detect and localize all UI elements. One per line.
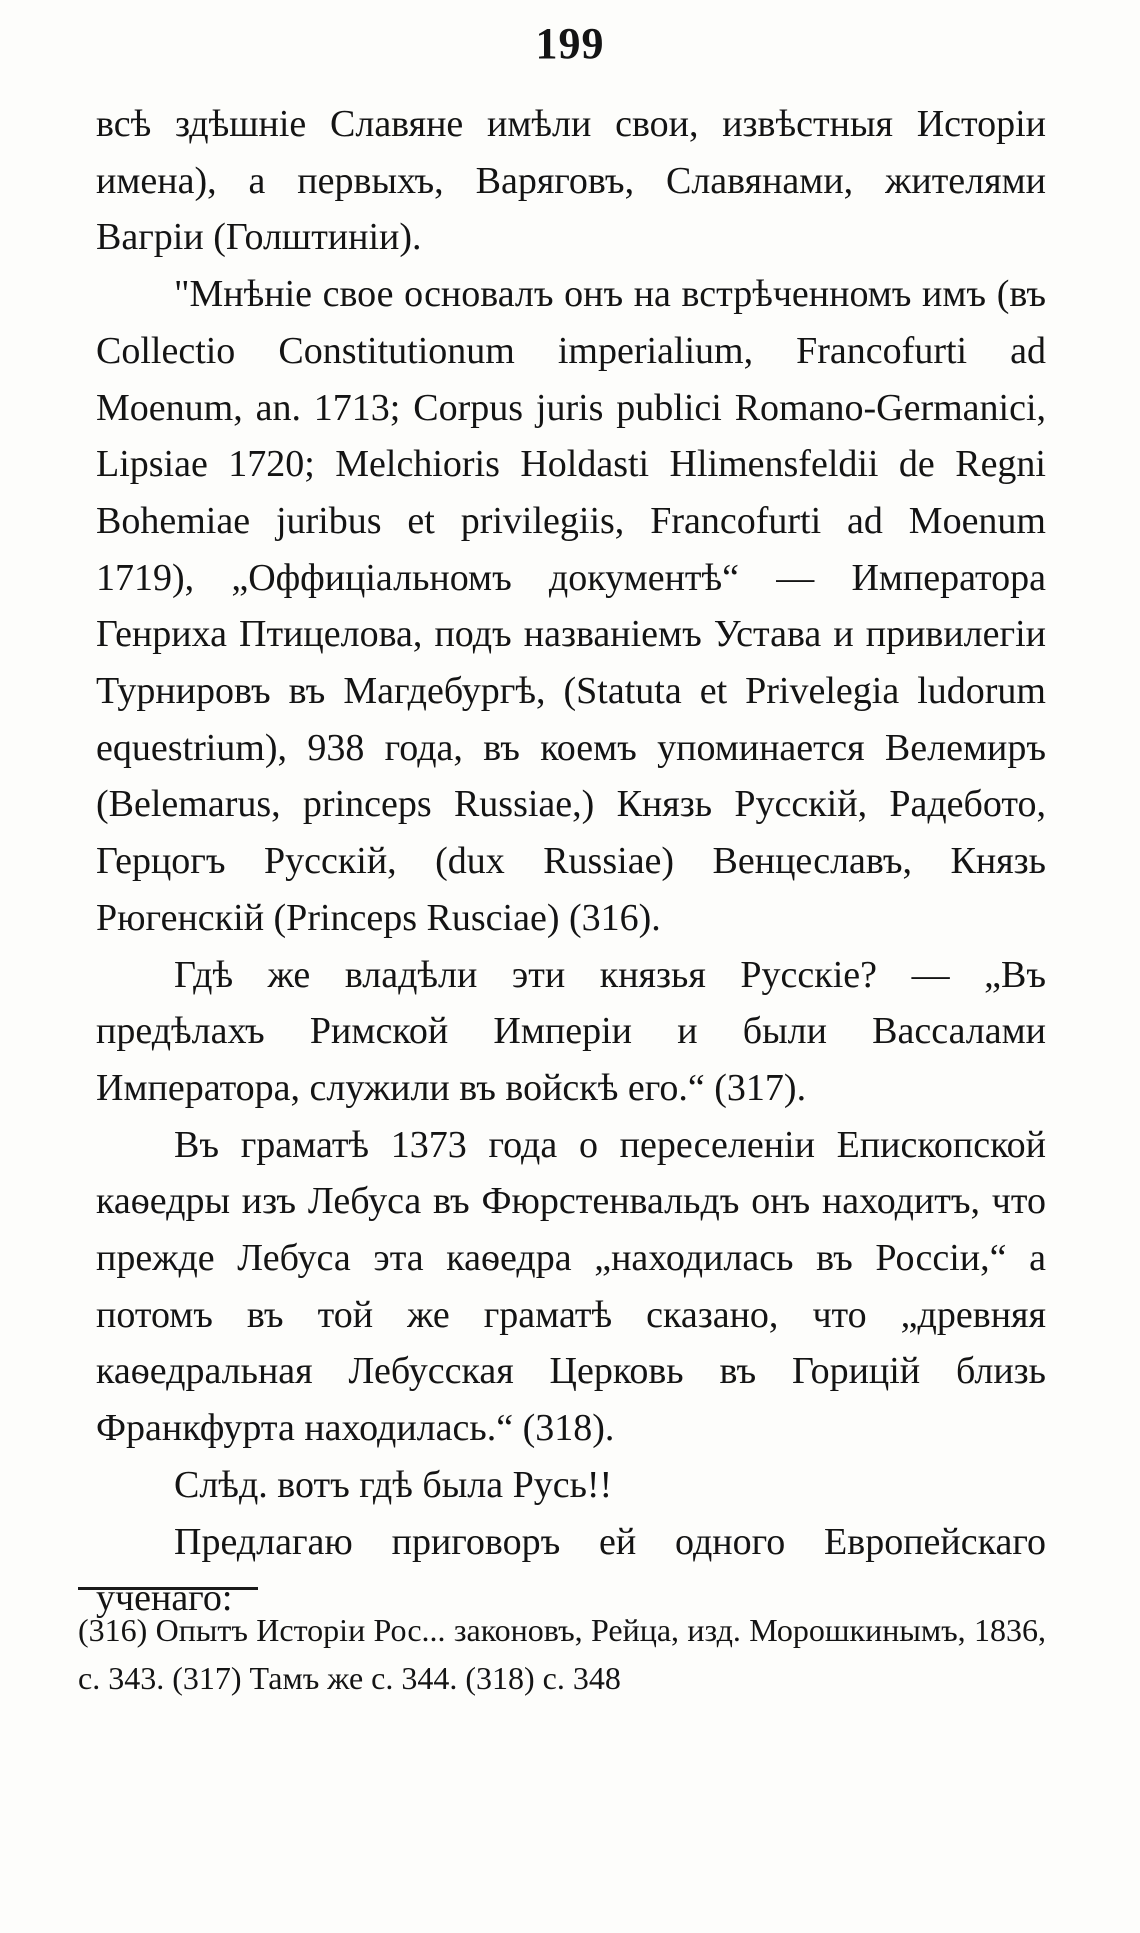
page-number: 199 (535, 19, 605, 68)
footnote-text: (316) Опытъ Исторіи Рос... законовъ, Рейца, изд. Морошкинымъ, 1836, с. 343. (317) Тамъ же с. 344. (318) с. 348 (78, 1612, 1046, 1696)
paragraph: Въ граматѣ 1373 года о переселеніи Епископской каѳедры изъ Лебуса въ Фюрстенвальдъ онъ находитъ, что прежде Лебуса эта каѳедра „находилась въ Россіи,“ а потомъ въ той же граматѣ сказано, что „древняя каѳедральная Лебусская Церковь въ Горицій близь Франкфурта находилась.“ (318). (96, 1123, 1046, 1450)
paragraph: всѣ здѣшніе Славяне имѣли свои, извѣстныя Исторіи имена), а первыхъ, Варяговъ, Славянами, жителями Вагріи (Голштиніи). (96, 103, 1046, 259)
main-text (96, 96, 1046, 1627)
paragraph: Слѣд. вотъ гдѣ была Русь!! (174, 1463, 613, 1506)
paragraph: Гдѣ же владѣли эти князья Русскіе? — „Въ предѣлахъ Римской Имперіи и были Вассалами Императора, служили въ войскѣ его.“ (317). (96, 953, 1046, 1109)
footnotes (78, 1606, 1046, 1702)
paragraph: "Мнѣніе свое основалъ онъ на встрѣченномъ имъ (въ Collectio Constitutionum imperialium, Francofurti ad Moenum, an. 1713; Corpus juris publici Romano-Germanici, Lipsiae 1720; Melchioris Holdasti Hlimensfeldii de Regni Bohemiae juribus et privilegiis, Francofurti ad Moenum 1719), „Оффиціальномъ документѣ“ — Императора Генриха Птицелова, подъ названіемъ Устава и привилегіи Турнировъ въ Магдебургѣ, (Statuta et Privelegia ludorum equestrium), 938 года, въ коемъ упоминается Велемиръ (Belemarus, princeps Russiae,) Князь Русскій, Радебото, Герцогъ Русскій, (dux Russiae) Венцеславъ, Князь Рюгенскій (Princeps Rusciae) (316). (96, 273, 1046, 939)
footnote-divider (78, 1587, 258, 1590)
paragraph: Предлагаю приговоръ ей одного Европейскаго ученаго: (96, 1520, 1046, 1620)
